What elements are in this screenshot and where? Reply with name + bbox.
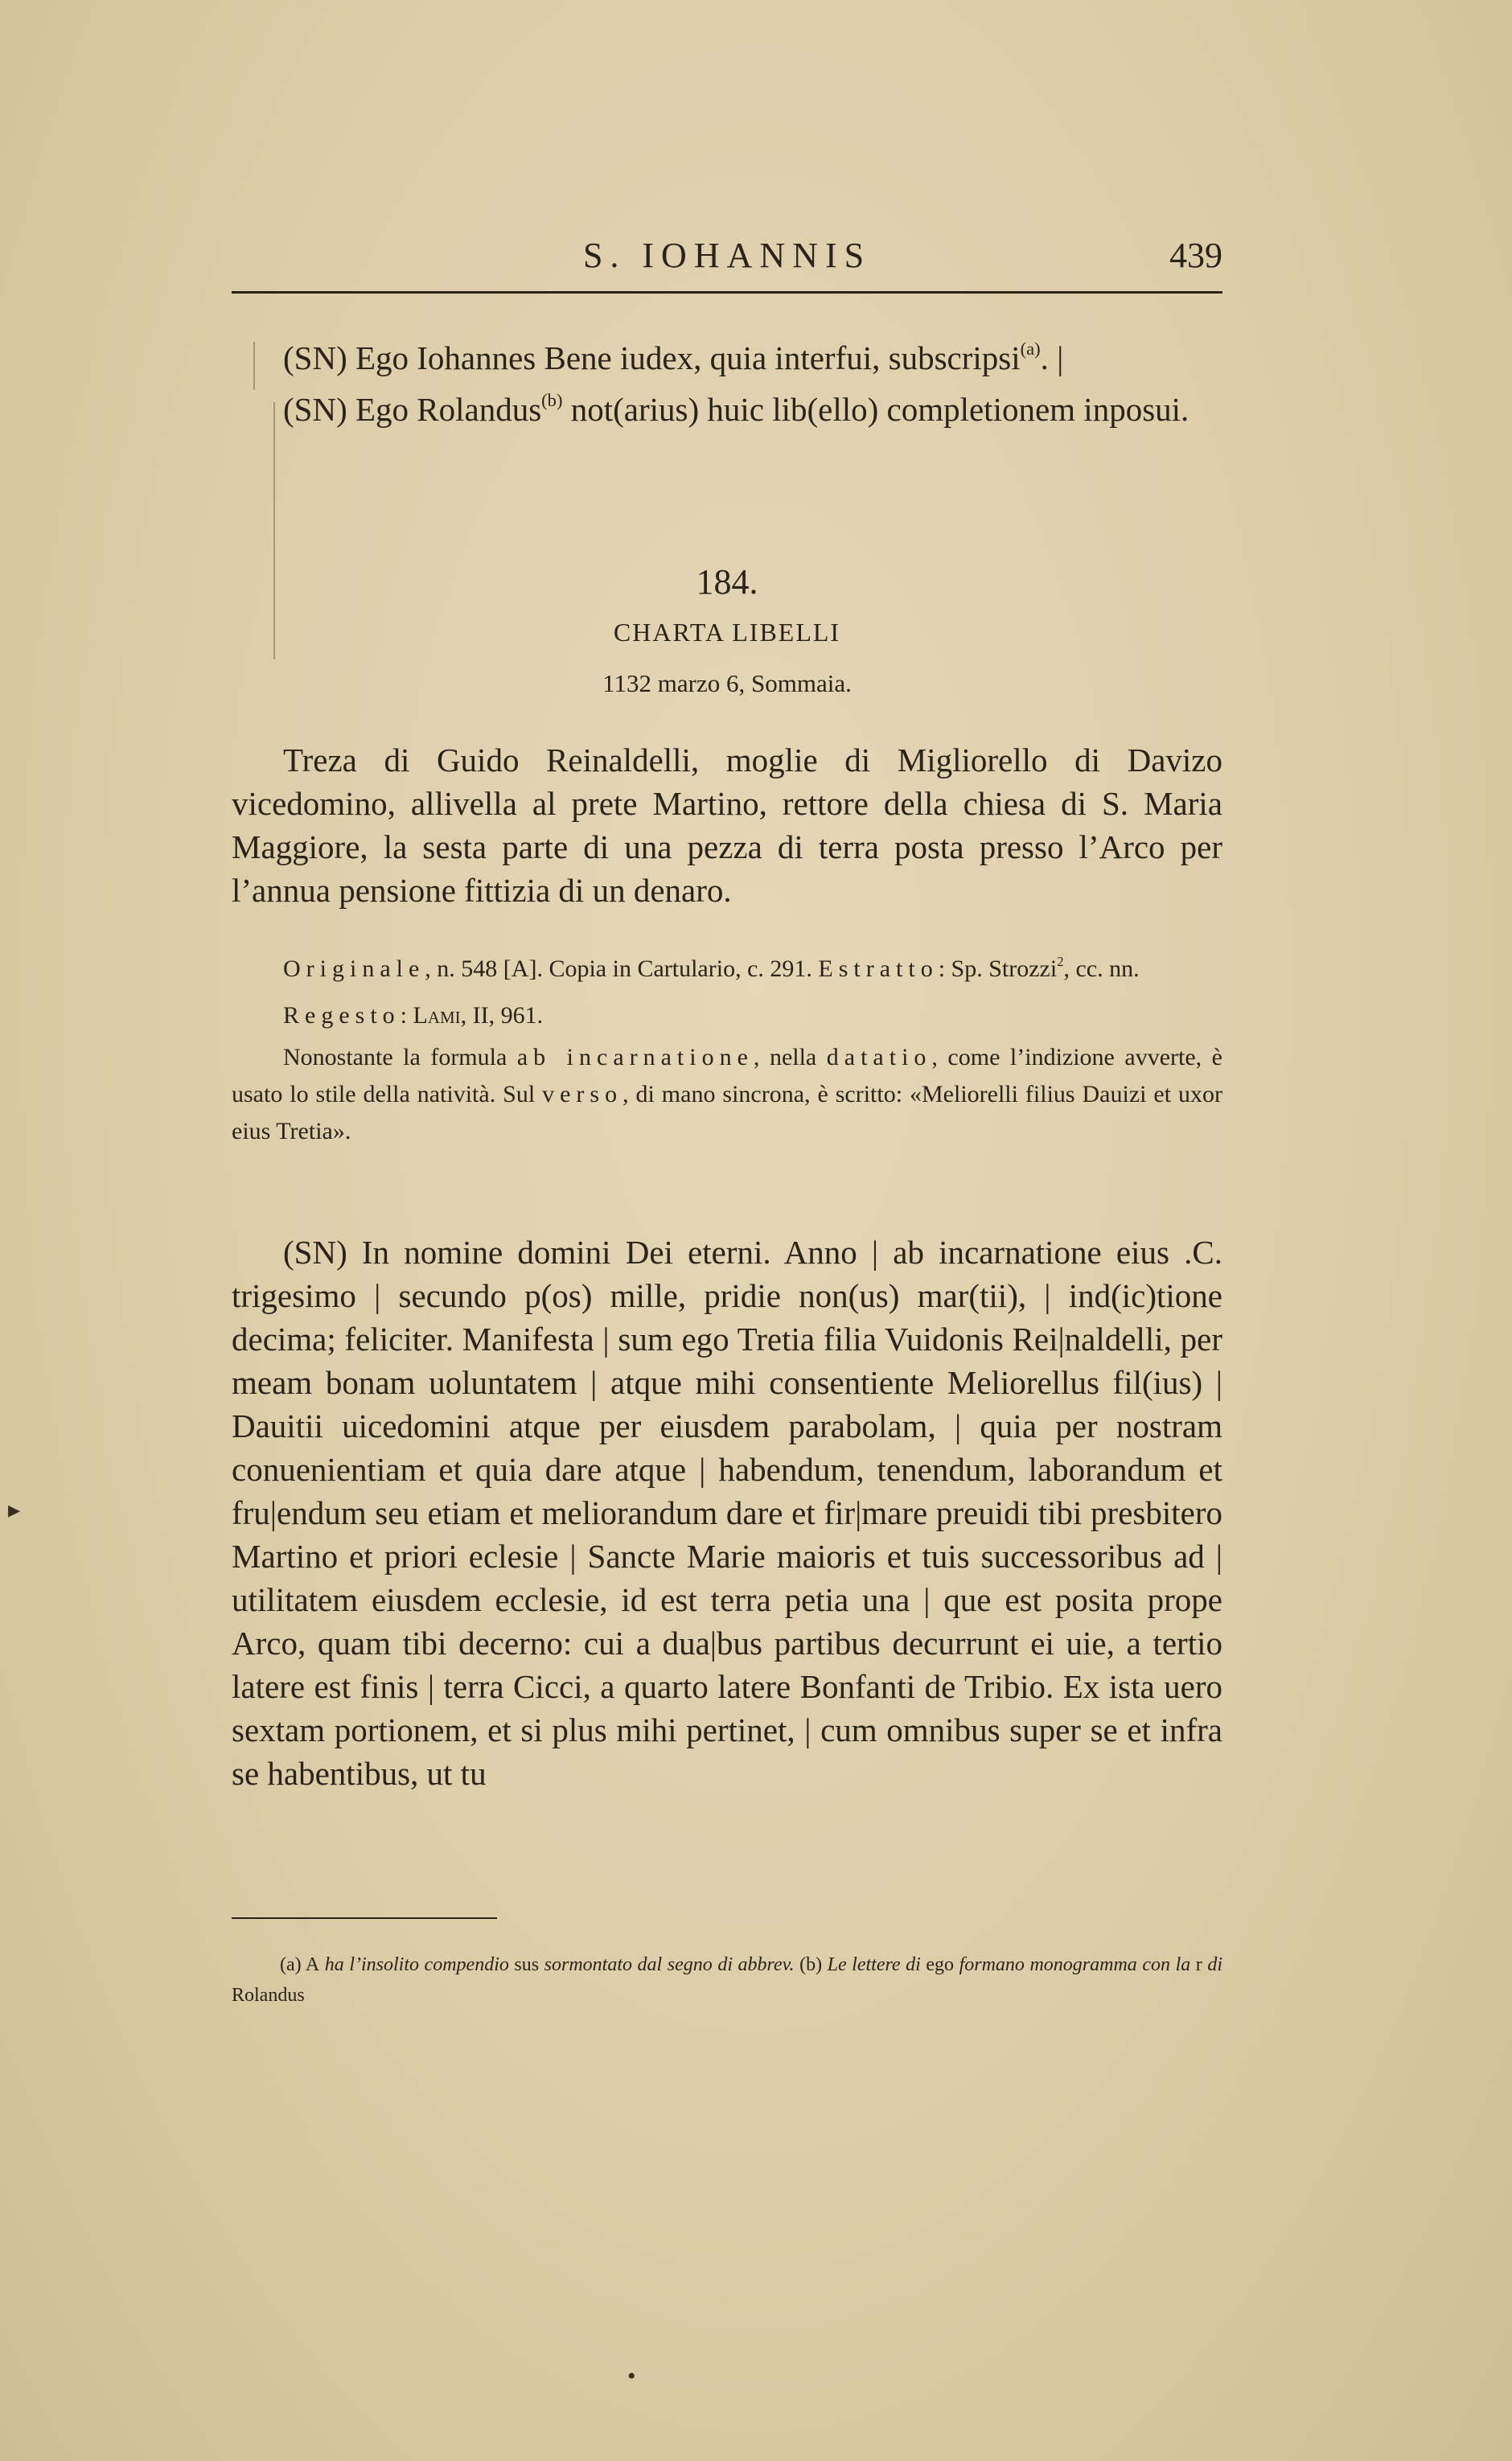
footnote-b-text: formano monogramma con la	[959, 1954, 1191, 1975]
regesto-author: Lami	[413, 1002, 461, 1029]
footnote-a-text: sormontato dal segno di abbrev.	[544, 1954, 795, 1975]
estratto-end: , cc. nn.	[1063, 955, 1140, 982]
preceding-subscriptions	[232, 336, 1222, 431]
note-text: Nonostante la formula	[283, 1044, 517, 1070]
note-term: datatio	[826, 1044, 932, 1070]
paper-speck: ▸	[8, 1497, 21, 1523]
subscription-rolandus	[232, 388, 1222, 431]
header-rule	[232, 291, 1222, 294]
subscription-text: (SN) Ego Rolandus	[283, 391, 542, 428]
note-term: ab incarnatione	[516, 1044, 754, 1070]
document-number: 184.	[696, 562, 758, 602]
footnote-text	[232, 1949, 1222, 2011]
footnote-b-word: ego	[920, 1954, 959, 1975]
footnote-b-word: r	[1190, 1954, 1208, 1975]
running-title: S. IOHANNIS	[582, 236, 872, 275]
subscription-iohannes	[232, 336, 1222, 380]
footnote-b-text: Le lettere di	[827, 1954, 921, 1975]
note-mark-a: (a)	[1020, 338, 1041, 359]
footnote-a-sigla: A	[305, 1954, 320, 1975]
note-text: , come l’indizione avverte, è usato lo stile della natività. Sul	[232, 1044, 1222, 1107]
estratto-label: Estratto	[818, 955, 939, 982]
footnotes	[232, 1949, 1222, 2011]
tradition-note	[232, 951, 1222, 988]
estratto-sup: 2	[1057, 953, 1064, 969]
summary-text: Treza di Guido Reinaldelli, moglie di Migliorello di Davizo vicedomino, allivella al prete Martino, rettore della chiesa di S. Maria Maggiore, la sesta parte di una pezza di terra posta presso l’Arco per l’annua pensione fittizia di un denaro.	[232, 742, 1222, 909]
originale-label: Originale	[283, 955, 425, 982]
regesto-ref: , II, 961.	[460, 1002, 544, 1029]
regesto-label: Regesto	[283, 1002, 401, 1029]
subscription-text: not(arius) huic lib(ello) completionem inposui.	[570, 391, 1189, 428]
charter-text: (SN) In nomine domini Dei eterni. Anno | ab incarnatione eius .C. trigesimo | secundo p(os) mille, pridie non(us) mar(tii), | ind(ic)tione decima; feliciter. Manifesta | sum ego Tretia filia Vuidonis Rei|naldelli, per meam bonam uoluntatem | atque mihi consentiente Meliorellus fil(ius) | Dauitii uicedomini atque per eiusdem parabolam, | quia per nostram conuenientiam et quia dare atque | habendum, tenendum, laborandum et fru|endum seu etiam et meliorandum dare et fir|mare preuidi tibi presbitero Martino et priori eclesie | Sancte Marie maioris et tuis successoribus ad | utilitatem eiusdem ecclesie, id est terra petia una | que est posita prope Arco, quam tibi decerno: cui a dua|bus partibus decurrunt ei uie, a tertio latere est finis | terra Cicci, a quarto latere Bonfanti de Tribio. Ex ista uero sextam portionem, et si plus mihi pertinet, | cum omnibus super se et infra se habentibus, ut tu	[232, 1234, 1222, 1792]
note-text: , nella	[753, 1044, 827, 1070]
document-title: CHARTA LIBELLI	[613, 618, 841, 647]
footnote-a-text: ha l’insolito compendio	[319, 1954, 509, 1975]
document-date: 1132 marzo 6, Sommaia.	[602, 669, 852, 697]
note-mark-b: (b)	[541, 389, 563, 410]
dating-note	[232, 1039, 1222, 1150]
subscription-end: . |	[1040, 339, 1064, 376]
footnote-a-mark: (a)	[280, 1954, 306, 1975]
paper-speck: •	[627, 2363, 636, 2389]
running-header	[232, 235, 1222, 283]
note-text: , di mano sincrona, è scritto: «Meliorelli filius Dauizi et uxor eius Tretia».	[232, 1081, 1223, 1144]
regesto-note	[232, 997, 1222, 1034]
footnote-b-text: di	[1207, 1954, 1223, 1975]
footnote-b-mark: (b)	[794, 1954, 828, 1975]
edited-text	[232, 1230, 1222, 1795]
note-term: verso	[542, 1081, 623, 1107]
originale-text: , n. 548 [A]. Copia in Cartulario, c. 291.	[425, 955, 819, 982]
page-number: 439	[1169, 236, 1222, 275]
document-summary	[232, 738, 1222, 912]
footnote-b-word: Rolandus	[232, 1985, 305, 2006]
estratto-text: : Sp. Strozzi	[938, 955, 1058, 982]
footnote-rule	[232, 1917, 497, 1919]
footnote-a-word: sus	[508, 1954, 544, 1975]
apparatus	[232, 951, 1222, 1150]
regesto-colon: :	[400, 1002, 413, 1029]
subscription-text: (SN) Ego Iohannes Bene iudex, quia interfui, subscripsi	[283, 339, 1021, 376]
